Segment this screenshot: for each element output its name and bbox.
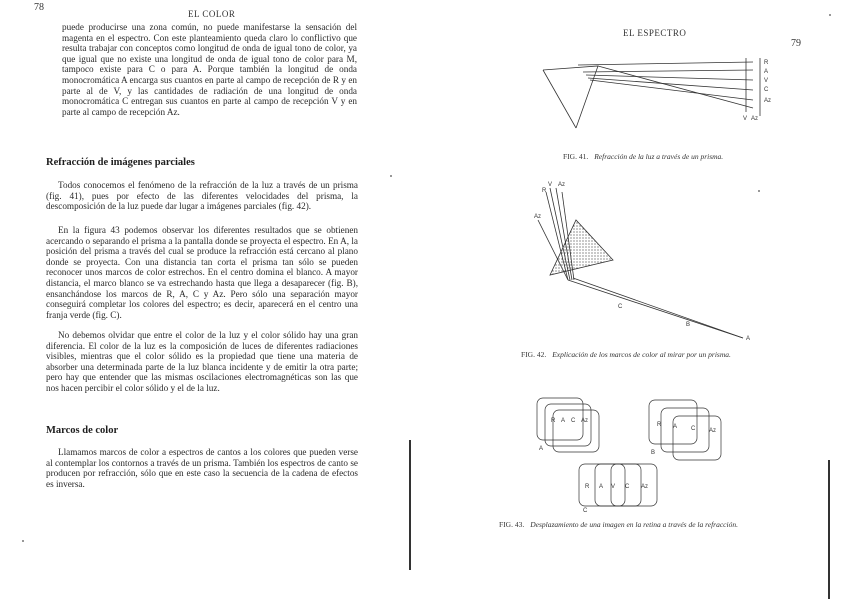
right-running-head: EL ESPECTRO bbox=[623, 28, 687, 38]
figure-41-caption bbox=[563, 152, 723, 161]
band-label: V bbox=[743, 116, 748, 122]
right-page-number: 79 bbox=[791, 38, 801, 49]
paragraph-edge-spectra: Llamamos marcos de color a espectros de cantos a los colores que pueden verse al contemplar los contornos a través de un prisma. También los espectros de canto se producen por refracción, sólo que en este caso la secuencia de la cadena de efectos es inversa. bbox=[46, 447, 358, 489]
speck bbox=[758, 190, 760, 192]
panel-b-box-label: Az bbox=[709, 428, 717, 434]
figure-43-label: FIG. 43. bbox=[499, 520, 525, 529]
panel-b-box-label: C bbox=[691, 426, 696, 432]
ray-label: Az bbox=[534, 214, 542, 220]
panel-label: C bbox=[583, 508, 588, 514]
panel-a-box-label: R bbox=[551, 418, 556, 424]
band-label: Az bbox=[751, 116, 759, 122]
panel-c-box-label: R bbox=[585, 484, 590, 490]
speck bbox=[22, 540, 24, 542]
panel-label: A bbox=[539, 446, 544, 452]
ray-label: V bbox=[548, 182, 553, 188]
speck bbox=[390, 175, 392, 177]
figure-43-caption-text: Desplazamiento de una imagen en la retina a través de la refracción. bbox=[530, 520, 738, 529]
band-label: A bbox=[764, 69, 769, 75]
ray bbox=[588, 78, 753, 90]
paragraph-prism: Todos conocemos el fenómeno de la refracción de la luz a través de un prisma (fig. 41), pues por efecto de las diferentes velocidades del prisma, la descomposición de la luz puede dar lugar a imágenes parciales (fig. 42). bbox=[46, 180, 358, 212]
figure-41-prism-diagram bbox=[538, 50, 778, 145]
panel-c-box-label: C bbox=[625, 484, 630, 490]
left-running-head: EL COLOR bbox=[188, 9, 236, 19]
heading-refraction: Refracción de imágenes parciales bbox=[46, 157, 195, 168]
panel-label: B bbox=[651, 450, 656, 456]
right-page bbox=[413, 0, 848, 599]
figure-42-caption-text: Explicación de los marcos de color al mirar por un prisma. bbox=[552, 350, 731, 359]
left-page bbox=[0, 0, 410, 599]
panel-b-box-label: R bbox=[657, 422, 662, 428]
point-label: A bbox=[746, 336, 751, 342]
band-label: Az bbox=[764, 98, 772, 104]
left-page-number: 78 bbox=[34, 2, 44, 13]
band-label: R bbox=[764, 60, 769, 66]
speck bbox=[829, 14, 831, 16]
figure-43-diagram bbox=[533, 390, 763, 515]
figure-42-label: FIG. 42. bbox=[521, 350, 547, 359]
panel-c-box-label: Az bbox=[641, 484, 649, 490]
ray bbox=[583, 70, 753, 72]
panel-b-frame bbox=[661, 408, 709, 452]
figure-41-label: FIG. 41. bbox=[563, 152, 589, 161]
figure-43-caption bbox=[499, 520, 738, 529]
prism bbox=[550, 220, 613, 275]
line-to-a bbox=[568, 280, 743, 338]
paragraph-figure-43: En la figura 43 podemos observar los diferentes resultados que se obtienen acercando o separando el prisma a la pantalla donde se proyecta el espectro. En A, la posición del prisma a través del cual se produce la refracción está cercano al plano donde se proyecta. Con una distancia tan corta el prisma tan sólo se pueden reconocer unos marcos de color estrechos. En el centro domina el blanco. A mayor distancia, el marco blanco se va estrechando hasta que llega a desaparecer (fig. B), ensanchándose los marcos de R, A, C y Az. Pero sólo una separación mayor conseguirá completar los colores del espectro; es decir, aparecerá en el centro una franja verde (fig. C). bbox=[46, 225, 358, 320]
point-label: B bbox=[686, 322, 691, 328]
paragraph-magenta: puede producirse una zona común, no puede manifestarse la sensación del magenta en el espectro. Con este planteamiento queda claro lo conflictivo que resulta trabajar con conceptos como longitud de onda de igual tono de color, ya que igual que no existe una longitud de onda de igual tono de color para M, tampoco existe para C o para A. Porque también la longitud de onda monocromática A encarga sus cuantos en parte al campo de recepción de R y en parte al de V, y las cantidades de radiación de una longitud de onda monocromática C entregan sus cuantos en parte al campo de recepción V y en parte al campo de recepción Az. bbox=[62, 22, 357, 117]
heading-color-frames: Marcos de color bbox=[46, 425, 119, 436]
panel-c-box-label: A bbox=[599, 484, 604, 490]
paragraph-light-vs-solid: No debemos olvidar que entre el color de la luz y el color sólido hay una gran diferencia. El color de la luz es la composición de luces de diferentes radiaciones visibles, mientras que el color sólido es la propiedad que tiene una materia de absorber una determinada parte de la luz blanca incidente y de emitir la otra parte; pero hay que entender que las mismas oscilaciones electromagnéticas son las que nos hacen percibir el color sólido y el de la luz. bbox=[46, 330, 358, 393]
gutter-line bbox=[409, 440, 411, 570]
panel-b-box-label: A bbox=[673, 424, 678, 430]
panel-c-box-label: V bbox=[611, 484, 616, 490]
right-page-edge bbox=[828, 460, 830, 599]
band-label: V bbox=[764, 78, 769, 84]
panel-a-box-label: Az bbox=[581, 418, 589, 424]
ray-label: Az bbox=[558, 182, 566, 188]
ray bbox=[590, 80, 753, 100]
point-label: C bbox=[618, 304, 623, 310]
figure-42-diagram bbox=[528, 180, 768, 340]
panel-c-frame bbox=[611, 464, 657, 506]
ray bbox=[586, 75, 753, 80]
ray bbox=[578, 62, 753, 65]
panel-a-box-label: C bbox=[571, 418, 576, 424]
panel-a-box-label: A bbox=[561, 418, 566, 424]
prism-edge bbox=[543, 70, 576, 128]
line-to-a bbox=[573, 278, 743, 338]
ray-label: R bbox=[542, 188, 547, 194]
ray bbox=[598, 66, 753, 108]
figure-42-caption bbox=[521, 350, 731, 359]
figure-41-caption-text: Refracción de la luz a través de un prisma. bbox=[594, 152, 724, 161]
band-label: C bbox=[764, 87, 769, 93]
